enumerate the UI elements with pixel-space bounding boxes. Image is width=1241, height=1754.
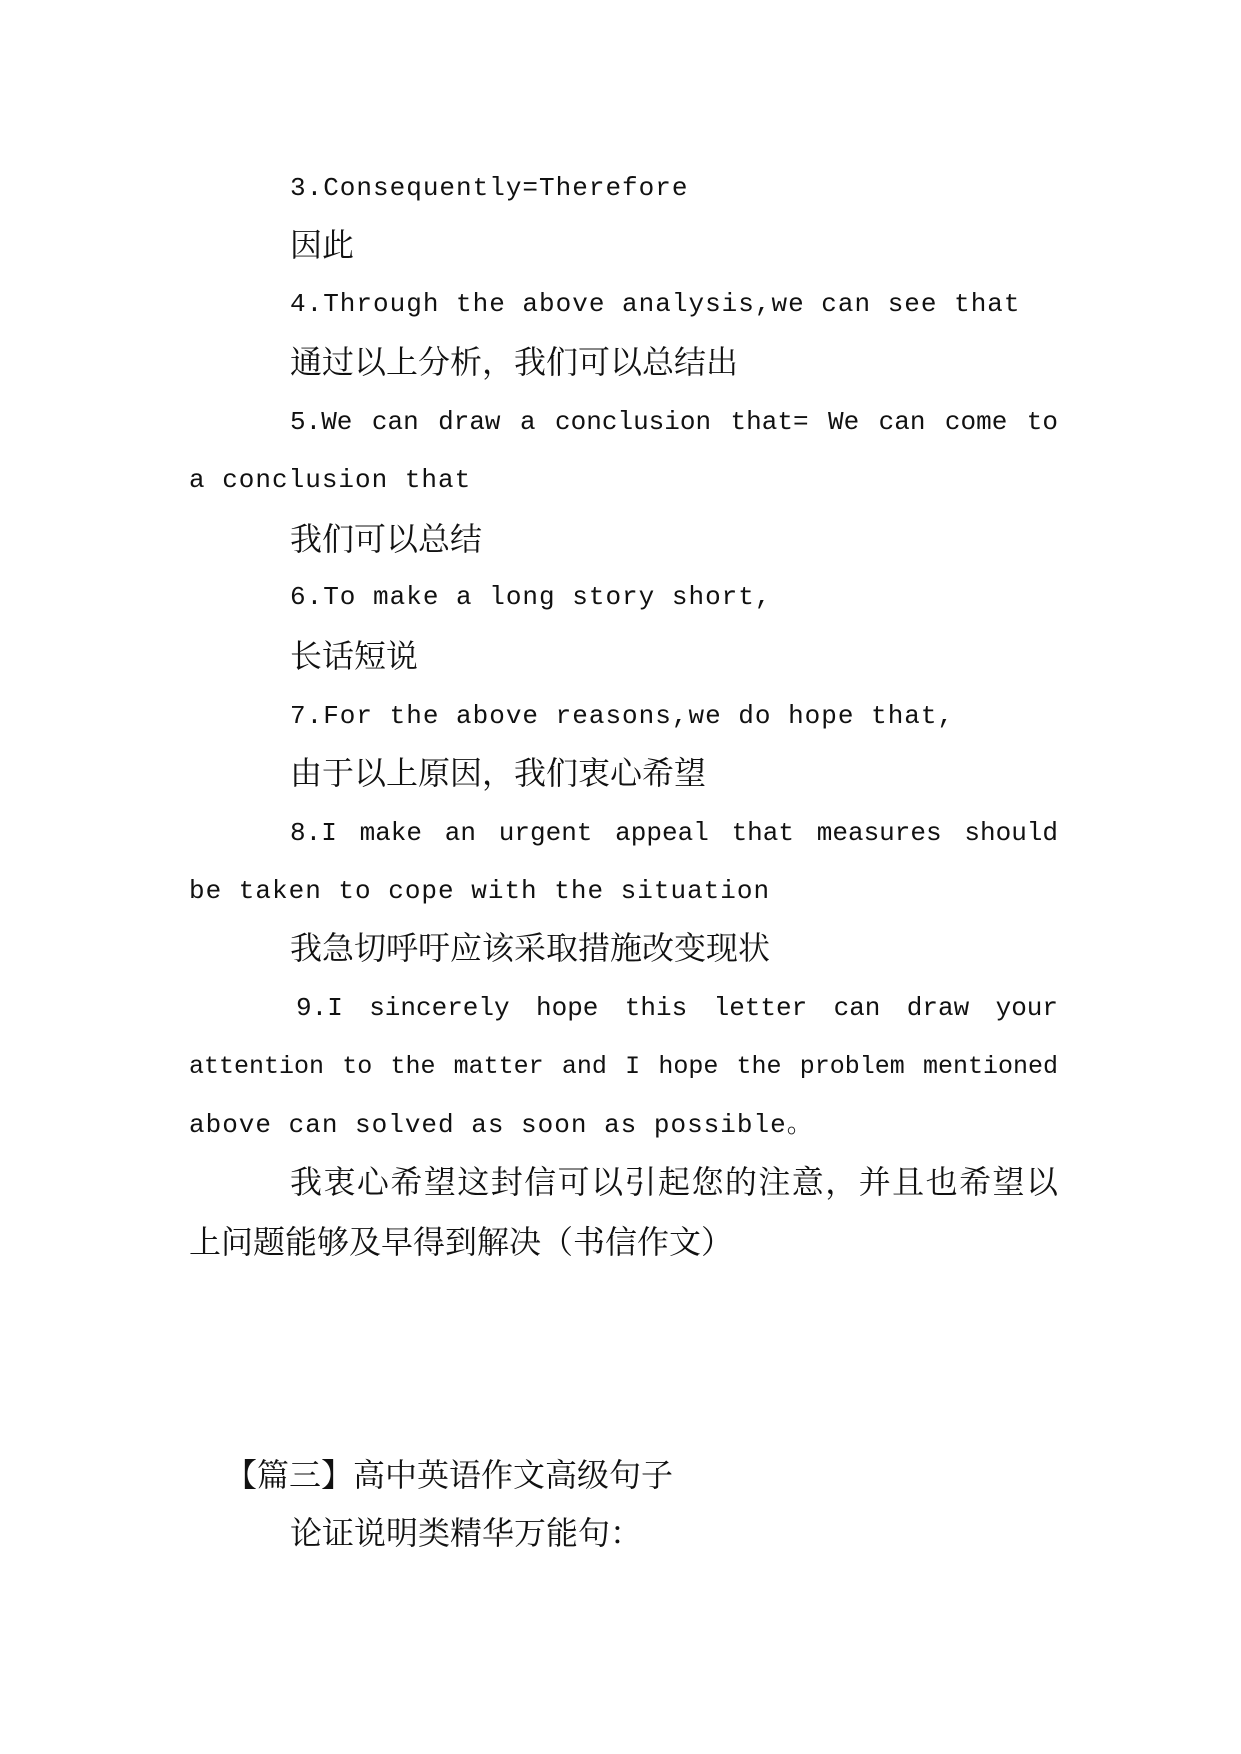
section-heading: 【篇三】高中英语作文高级句子 [225, 1456, 674, 1494]
text-line: be taken to cope with the situation [189, 876, 771, 906]
section-subheading: 论证说明类精华万能句： [290, 1514, 643, 1552]
text-line: a conclusion that [189, 465, 472, 495]
text-line: 5.We can draw a conclusion that= We can come to [290, 407, 1058, 437]
text-line: 因此 [290, 226, 355, 264]
text-line: 3.Consequently=Therefore [290, 173, 689, 203]
text-line: 长话短说 [290, 637, 419, 675]
text-line: 4.Through the above analysis,we can see that [290, 289, 1021, 319]
text-line: 由于以上原因，我们衷心希望 [290, 754, 707, 792]
text-line: 上问题能够及早得到解决（书信作文） [189, 1223, 734, 1261]
text-line: 6.To make a long story short, [290, 582, 772, 612]
text-line: attention to the matter and I hope the problem mentioned [189, 1052, 1058, 1081]
text-line: 9.I sincerely hope this letter can draw your [296, 993, 1058, 1023]
text-line: 我衷心希望这封信可以引起您的注意，并且也希望以 [290, 1163, 1058, 1201]
text-line: 通过以上分析，我们可以总结出 [290, 343, 739, 381]
text-line: 我急切呼吁应该采取措施改变现状 [290, 929, 771, 967]
text-line: 我们可以总结 [290, 520, 483, 558]
text-line: above can solved as soon as possible。 [189, 1110, 814, 1140]
text-line: 8.I make an urgent appeal that measures should [290, 818, 1058, 848]
text-line: 7.For the above reasons,we do hope that, [290, 701, 955, 731]
